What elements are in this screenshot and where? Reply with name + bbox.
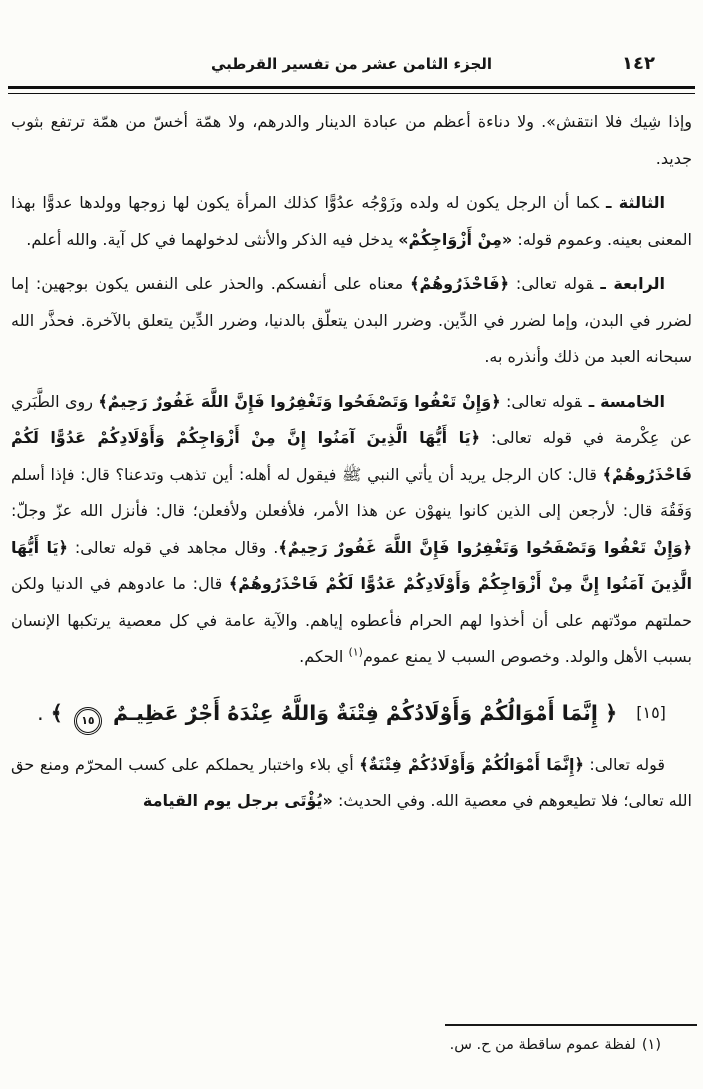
quran-quote: ﴿فَاحْذَرُوهُمْ﴾	[410, 274, 509, 293]
verse-period: .	[37, 700, 44, 725]
text-run: قوله تعالى:	[583, 754, 666, 774]
section-label-third: الثالثة ـ	[606, 193, 665, 212]
text-run: معناه على أنفسكم. والحذر على النفس يكون بوجهين: إما لضرر في البدن، وإما لضرر في الدِّين. وضرر البدن يتعلّق بالدنيا، وضرر الدِّين يتعلق بالآخرة. فحذَّر الله سبحانه العبد من ذلك وأنذره به.	[11, 274, 692, 366]
page-number: ١٤٢	[622, 53, 655, 74]
paragraph-continuation	[11, 104, 692, 177]
footnote-area	[0, 1024, 703, 1057]
footnote	[0, 1033, 661, 1057]
verse-text: إِنَّمَا أَمْوَالُكُمْ وَأَوْلَادُكُمْ فِتْنَةٌ وَاللَّهُ عِنْدَهُ أَجْرٌ عَظِيـمٌ	[113, 700, 598, 725]
text-run: كما أن الرجل يكون له ولده وزَوْجُه عدُوًّا كذلك المرأة يكون لها زوجها وولدها عدوًّا بهذا المعنى بعينه. وعموم قوله:	[11, 193, 692, 249]
quran-quote: «مِنْ أَزْوَاجِكُمْ»	[398, 229, 513, 249]
text-run: يدخل فيه الذكر والأنثى لدخولهما في كل آية. والله أعلم.	[26, 229, 399, 249]
paragraph-fifth	[11, 384, 692, 676]
ayah-number: ١٥	[81, 713, 95, 727]
ornate-open-bracket: ﴿	[605, 700, 618, 725]
section-label-fifth: الخامسة ـ	[588, 391, 666, 411]
ornate-close-bracket: ﴾	[50, 700, 63, 725]
text-run: أي بلاء واختبار يحملكم على كسب المحرّم ومنع حق الله تعالى؛ فلا تطيعوهم في معصية الله. وفي الحديث:	[11, 754, 692, 810]
text-run: قوله تعالى:	[508, 274, 594, 293]
quran-quote: ﴿إِنَّمَا أَمْوَالُكُمْ وَأَوْلَادُكُمْ فِتْنَةٌ﴾	[359, 754, 584, 774]
text-run: قال: كان الرجل يريد أن يأتي النبي ﷺ فيقول له أهله: أين تذهب وتدعنا؟ قال: فإذا أسلم وَفَقُهَ قال: لأرجعن إلى الذين كانوا ينهوْن عن هذا الأمر، فلأفعلن ولأفعلن؛ قال: فأنزل الله عزّ وجلّ:	[11, 464, 692, 520]
text-run: قوله تعالى:	[500, 391, 582, 411]
footnote-marker: (١)	[641, 1037, 661, 1053]
quran-quote: ﴿وَإِنْ تَعْفُوا وَتَصْفَحُوا وَتَغْفِرُوا فَإِنَّ اللَّهَ غَفُورٌ رَحِيمٌ﴾	[278, 537, 692, 557]
paragraph-tafsir	[11, 747, 692, 820]
footnote-reference: (١)	[348, 645, 363, 659]
text-run: وإذا شِيك فلا انتقش». ولا دناءة أعظم من عبادة الدينار والدرهم، ولا همّة أخسّ من همّة ترتفع بثوب جديد.	[11, 112, 692, 168]
ayah-number-ornament	[76, 709, 100, 733]
quran-quote: ﴿يَا أَيُّهَا الَّذِينَ آمَنُوا إِنَّ مِنْ أَزْوَاجِكُمْ وَأَوْلَادِكُمْ عَدُوًّا لَكُمْ فَاحْذَرُوهُمْ﴾	[11, 428, 692, 484]
section-label-fourth: الرابعة ـ	[600, 274, 665, 293]
quran-quote: ﴿يَا أَيُّهَا الَّذِينَ آمَنُوا إِنَّ مِنْ أَزْوَاجِكُمْ وَأَوْلَادِكُمْ عَدُوًّا لَكُمْ فَاحْذَرُوهُمْ﴾	[11, 537, 692, 593]
running-title: الجزء الثامن عشر من تفسير القرطبي	[210, 55, 493, 73]
quran-verse-line	[11, 694, 692, 733]
footnote-separator-rule	[445, 1024, 697, 1026]
text-run: الحكم.	[299, 647, 349, 666]
hadith-quote: «يُؤْتَى برجل يوم القيامة	[142, 791, 333, 810]
page-body	[11, 104, 692, 820]
verse-reference-bracket: [١٥]	[636, 702, 666, 722]
header-double-rule	[8, 86, 695, 94]
quran-quote: ﴿وَإِنْ تَعْفُوا وَتَصْفَحُوا وَتَغْفِرُوا فَإِنَّ اللَّهَ غَفُورٌ رَحِيمٌ﴾	[98, 391, 501, 411]
footnote-text: لفظة عموم ساقطة من ح. س.	[449, 1037, 636, 1053]
paragraph-fourth	[11, 266, 692, 376]
text-run: . وقال مجاهد في قوله تعالى:	[67, 537, 279, 557]
text-run: قال: ما عادوهم في الدنيا ولكن حملتهم مودّتهم على أن أخذوا لهم الحرام فأعطوه إياهم. والآية عامة في كل معصية يرتكبها الإنسان بسبب الأهل والولد. وخصوص السبب لا يمنع عموم	[11, 574, 692, 666]
text-run: روى الطَّبَري عن عِكْرمة في قوله تعالى:	[11, 391, 692, 447]
paragraph-third	[11, 185, 692, 258]
page-header	[0, 0, 703, 78]
